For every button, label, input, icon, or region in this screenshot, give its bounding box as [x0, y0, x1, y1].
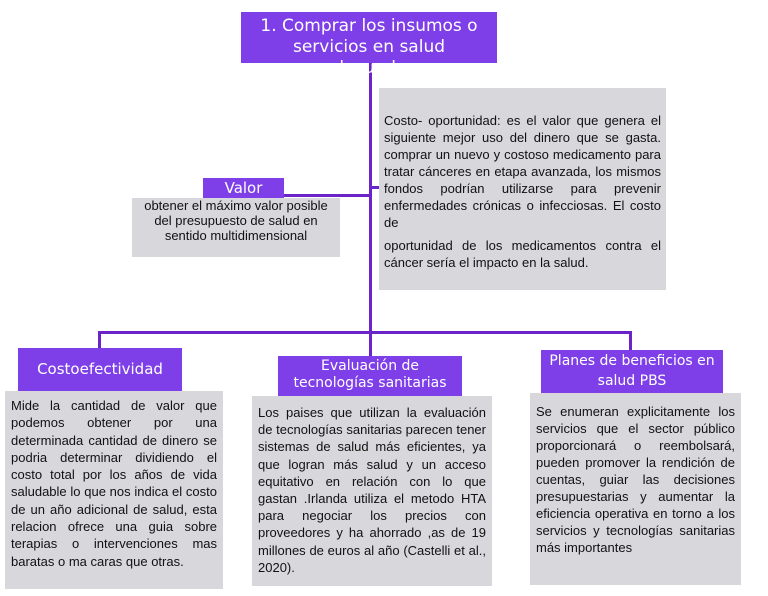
- connector-vertical-main: [369, 63, 372, 333]
- evaluacion-box: [252, 396, 492, 586]
- connector-to-costo-oportunidad: [371, 186, 379, 189]
- costoefectividad-text: Mide la cantidad de valor que podemos obtener por una determinada cantidad de dinero se podria determinar dividiendo el costo total por los años de vida saludable lo que nos indica el costo de un año adicional de salud, esta relacion ofrece una guia sobre terapias o intervenciones mas baratas o ma caras que otras.: [11, 398, 217, 569]
- evaluacion-label-box: [278, 356, 462, 396]
- costo-oportunidad-text-2: oportunidad de los medicamentos contra el cáncer sería el impacto en la salud.: [384, 238, 661, 270]
- planes-box: [530, 393, 741, 585]
- valor-box: [132, 198, 340, 257]
- connector-to-valor: [284, 194, 370, 197]
- planes-text: Se enumeran explicitamente los servicios que el sector público proporcionará o reembolsará, pueden promover la rendición de cuentas, guiar las decisiones presupuestarias y aumentar la eficiencia operativa en torno a los servicios y tecnologías sanitarias más importantes: [536, 404, 735, 555]
- planes-label: Planes de beneficios en salud PBS: [549, 353, 715, 389]
- planes-label-box: [541, 350, 723, 393]
- connector-horizontal-bottom: [98, 331, 632, 334]
- costoefectividad-box: [5, 391, 223, 589]
- valor-label: Valor: [224, 179, 263, 197]
- costo-oportunidad-box: [379, 88, 666, 290]
- connector-to-evaluacion: [369, 331, 372, 356]
- connector-to-planes: [629, 331, 632, 351]
- valor-text: obtener el máximo valor posible del presupuesto de salud en sentido multidimensional: [144, 198, 328, 243]
- connector-to-costoefectividad: [98, 331, 101, 349]
- evaluacion-label: Evaluación de tecnologías sanitarias: [293, 358, 447, 391]
- title-text: 1. Comprar los insumos o servicios en salud adecuados: [260, 16, 478, 78]
- costo-oportunidad-text-1: Costo- oportunidad: es el valor que genera el siguiente mejor uso del dinero que se gasta. comprar un nuevo y costoso medicamento para tratar cánceres en etapa avanzada, los mismos fondos podrían utilizarse para prevenir enfermedades crónicas o infecciosas. El costo de: [384, 113, 661, 230]
- costoefectividad-label: Costoefectividad: [37, 360, 163, 378]
- costoefectividad-label-box: [18, 348, 182, 391]
- evaluacion-text: Los paises que utilizan la evaluación de tecnologías sanitarias parecen tener sistemas de salud más eficientes, ya que logran más salud y un acceso equitativo en relación con lo que gastan .Irlanda utiliza el metodo HTA para negociar los precios con proveedores y ha ahorrado ,as de 19 millones de euros al año (Castelli et al., 2020).: [258, 405, 486, 575]
- title-box: [241, 12, 497, 78]
- valor-label-box: [203, 178, 284, 198]
